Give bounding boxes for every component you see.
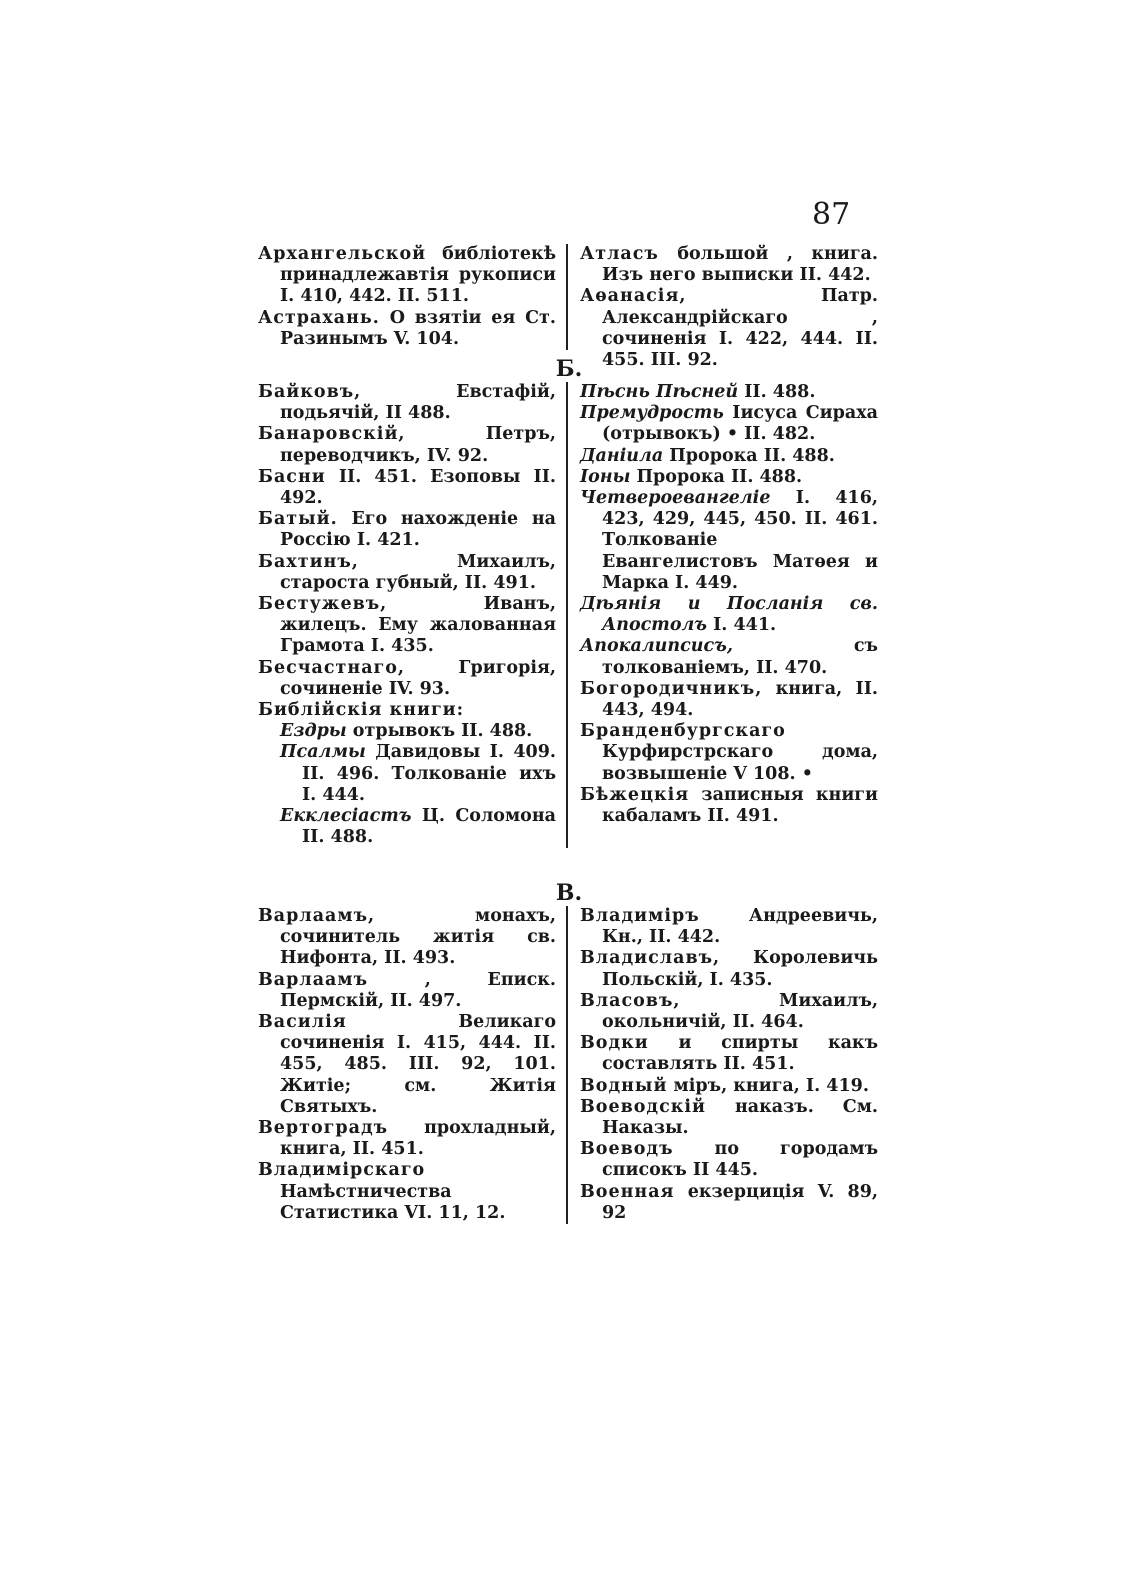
index-entry: Власовъ, Михаилъ, окольничій, II. 464.	[580, 990, 878, 1033]
index-entry: Владиміръ Андреевичь, Кн., II. 442.	[580, 906, 878, 948]
index-entry: Премудрость Іисуса Сираха (отрывокъ) • II. 482.	[580, 403, 878, 445]
index-subentry: Псалмы Давидовы I. 409. II. 496. Толкованіе ихъ I. 444.	[280, 742, 556, 805]
index-entry: Бахтинъ, Михаилъ, староста губный, II. 491.	[258, 551, 556, 593]
index-entry: Василія Великаго сочиненія I. 415, 444. II. 455, 485. III. 92, 101. Житіе; см. Житія Святыхъ.	[258, 1012, 556, 1117]
index-entry: Бранденбургскаго Курфирстрскаго дома, возвышеніе V 108. •	[580, 721, 878, 784]
index-entry: Батый. Его нахожденіе на Россію I. 421.	[258, 509, 556, 551]
two-column-row	[258, 906, 878, 1224]
index-entry: Байковъ, Евстафій, подьячій, II 488.	[258, 382, 556, 424]
index-entry: Богородичникъ, книга, II. 443, 494.	[580, 678, 878, 721]
index-entry: Банаровскій, Петръ, переводчикъ, IV. 92.	[258, 424, 556, 466]
index-entry: Воеводъ по городамъ списокъ II 445.	[580, 1139, 878, 1181]
section-letter: Б.	[555, 356, 583, 382]
index-entry: Архангельской библіотекѣ принадлежавтія рукописи I. 410, 442. II. 511.	[258, 244, 556, 307]
index-entry: Бесчастнаго, Григорія, сочиненіе IV. 93.	[258, 657, 556, 699]
index-entry: Военная екзерциція V. 89, 92	[580, 1181, 878, 1223]
index-entry: Бѣжецкія записныя книги кабаламъ II. 491.	[580, 784, 878, 827]
index-section-a	[258, 244, 878, 371]
page-number: 87	[812, 197, 851, 232]
index-entry: Воеводскій наказъ. См. Наказы.	[580, 1096, 878, 1139]
section-letter: В.	[555, 880, 583, 906]
index-section-v	[258, 880, 878, 1224]
index-entry: Іоны Пророка II. 488.	[580, 466, 803, 487]
index-subentry: Екклесіастъ Ц. Соломона II. 488.	[280, 806, 556, 848]
index-entry: Владиславъ, Королевичь Польскій, I. 435.	[580, 948, 878, 990]
two-column-row	[258, 244, 878, 371]
index-entry: Пѣснь Пѣсней II. 488.	[580, 382, 816, 402]
index-section-b	[258, 356, 878, 848]
index-entry: Владимірскаго Намѣстничества Статистика VI. 11, 12.	[258, 1160, 506, 1223]
right-column	[568, 382, 878, 827]
left-column	[258, 244, 568, 350]
index-entry: Даніила Пророка II. 488.	[580, 445, 835, 466]
index-entry: Водный міръ, книга, I. 419.	[580, 1075, 869, 1096]
index-entry: Водки и спирты какъ составлять II. 451.	[580, 1033, 878, 1075]
index-entry: Библійскія книги:	[258, 700, 465, 721]
index-entry: Варлаамъ , Еписк. Пермскій, II. 497.	[258, 969, 556, 1011]
two-column-row	[258, 382, 878, 848]
right-column	[568, 906, 878, 1224]
index-entry: Бестужевъ, Иванъ, жилецъ. Ему жалованная Грамота I. 435.	[258, 594, 556, 657]
left-column	[258, 906, 568, 1224]
index-entry: Апокалипсисъ, съ толкованіемъ, II. 470.	[580, 636, 878, 678]
index-entry: Астрахань. О взятіи ея Ст. Разинымъ V. 104.	[258, 307, 556, 349]
index-entry: Дѣянія и Посланія св. Апостолъ I. 441.	[580, 594, 878, 636]
index-entry: Вертоградъ прохладный, книга, II. 451.	[258, 1118, 556, 1160]
index-entry: Четвероевангеліе I. 416, 423, 429, 445, 450. II. 461. Толкованіе Евангелистовъ Матѳея и Марка I. 449.	[580, 488, 878, 593]
index-entry: Басни II. 451. Езоповы II. 492.	[258, 466, 556, 509]
index-entry: Аѳанасія, Патр. Александрійскаго , сочиненія I. 422, 444. II. 455. III. 92.	[580, 286, 878, 371]
index-entry: Атласъ большой , книга. Изъ него выписки II. 442.	[580, 244, 878, 286]
index-subentry: Ездры отрывокъ II. 488.	[280, 721, 533, 742]
left-column	[258, 382, 568, 848]
index-entry: Варлаамъ, монахъ, сочинитель житія св. Нифонта, II. 493.	[258, 906, 556, 969]
right-column	[568, 244, 878, 371]
